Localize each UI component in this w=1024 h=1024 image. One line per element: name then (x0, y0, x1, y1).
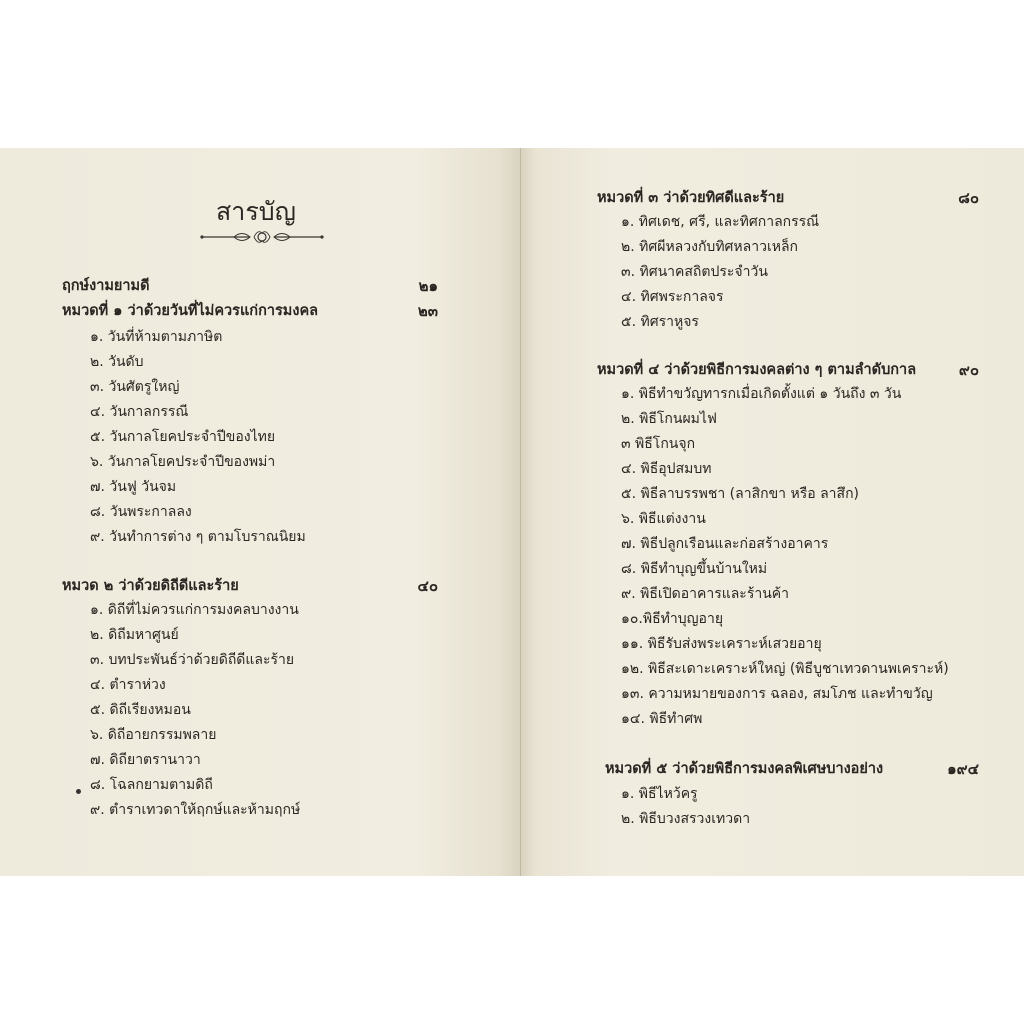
list-item: ๔. ตำราห่วง (90, 677, 166, 693)
list-item: ๔. พิธีอุปสมบท (621, 461, 712, 477)
list-item: ๑. พิธีทำขวัญทารกเมื่อเกิดตั้งแต่ ๑ วันถึง ๓ วัน (621, 386, 902, 402)
right-page (521, 148, 1024, 876)
list-item: ๑๔. พิธีทำศพ (621, 711, 703, 727)
list-item: ๓. ทิศนาคสถิตประจำวัน (621, 264, 768, 280)
page-title: สารบัญ (216, 197, 296, 226)
list-item: ๕. วันกาลโยคประจำปีของไทย (90, 429, 276, 445)
list-item: ๘. พิธีทำบุญขึ้นบ้านใหม่ (621, 561, 768, 577)
list-item: ๒. พิธีบวงสรวงเทวดา (621, 811, 751, 827)
list-item: ๘. วันพระกาลลง (90, 504, 192, 520)
section-3-heading: หมวดที่ ๓ ว่าด้วยทิศดีและร้าย (597, 190, 785, 206)
list-item: ๓. วันศัตรูใหญ่ (90, 379, 180, 395)
section-2-heading: หมวด ๒ ว่าด้วยดิถีดีและร้าย (62, 578, 239, 594)
list-item: ๑. วันที่ห้ามตามภาษิต (90, 329, 223, 345)
ink-speck (76, 789, 81, 794)
list-item: ๗. วันฟู วันจม (90, 479, 177, 495)
list-item: ๖. พิธีแต่งงาน (621, 511, 706, 527)
section-5-page-number: ๑๙๔ (947, 760, 979, 778)
list-item: ๑๒. พิธีสะเดาะเคราะห์ใหญ่ (พิธีบูชาเทวดานพเคราะห์) (621, 661, 949, 677)
list-item: ๙. ตำราเทวดาให้ฤกษ์และห้ามฤกษ์ (90, 802, 301, 818)
list-item: ๖. วันกาลโยคประจำปีของพม่า (90, 454, 276, 470)
list-item: ๗. พิธีปลูกเรือนและก่อสร้างอาคาร (621, 536, 829, 552)
list-item: ๑. ทิศเดช, ศรี, และทิศกาลกรรณี (621, 214, 820, 230)
intro-page-number: ๒๑ (418, 277, 438, 295)
list-item: ๙. พิธีเปิดอาคารและร้านค้า (621, 586, 790, 602)
list-item: ๖. ดิถีอายกรรมพลาย (90, 727, 217, 743)
left-page (0, 148, 520, 876)
list-item: ๒. ดิถีมหาศูนย์ (90, 627, 179, 643)
section-2-page-number: ๔๐ (417, 577, 438, 595)
list-item: ๙. วันทำการต่าง ๆ ตามโบราณนิยม (90, 529, 306, 545)
list-item: ๔. วันกาลกรรณี (90, 404, 189, 420)
list-item: ๒. พิธีโกนผมไฟ (621, 411, 717, 427)
list-item: ๒. ทิศผีหลวงกับทิศหลาวเหล็ก (621, 239, 799, 255)
list-item: ๕. พิธีลาบรรพชา (ลาสิกขา หรือ ลาสึก) (621, 486, 860, 502)
list-item: ๒. วันดับ (90, 354, 144, 370)
list-item: ๔. ทิศพระกาลจร (621, 289, 724, 305)
intro-entry: ฤกษ์งามยามดี (62, 278, 150, 294)
section-4-page-number: ๙๐ (958, 361, 979, 379)
list-item: ๑. ดิถีที่ไม่ควรแก่การมงคลบางงาน (90, 602, 299, 618)
list-item: ๑๑. พิธีรับส่งพระเคราะห์เสวยอายุ (621, 636, 822, 652)
section-5-heading: หมวดที่ ๕ ว่าด้วยพิธีการมงคลพิเศษบางอย่าง (605, 761, 884, 777)
section-1-page-number: ๒๓ (417, 302, 438, 320)
list-item: ๘. โฉลกยามตามดิถี (90, 777, 213, 793)
list-item: ๕. ทิศราหูจร (621, 314, 699, 330)
list-item: ๑๐.พิธีทำบุญอายุ (621, 611, 724, 627)
list-item: ๕. ดิถีเรียงหมอน (90, 702, 191, 718)
section-4-heading: หมวดที่ ๔ ว่าด้วยพิธีการมงคลต่าง ๆ ตามลำดับกาล (597, 362, 917, 378)
list-item: ๑. พิธีไหว้ครู (621, 786, 698, 802)
list-item: ๑๓. ความหมายของการ ฉลอง, สมโภช และทำขวัญ (621, 686, 933, 702)
section-1-heading: หมวดที่ ๑ ว่าด้วยวันที่ไม่ควรแก่การมงคล (62, 303, 319, 319)
decorative-ornament-icon (198, 228, 326, 246)
list-item: ๗. ดิถียาตรานาวา (90, 752, 201, 768)
list-item: ๓. บทประพันธ์ว่าด้วยดิถีดีและร้าย (90, 652, 295, 668)
list-item: ๓ พิธีโกนจุก (621, 436, 696, 452)
section-3-page-number: ๘๐ (958, 189, 979, 207)
